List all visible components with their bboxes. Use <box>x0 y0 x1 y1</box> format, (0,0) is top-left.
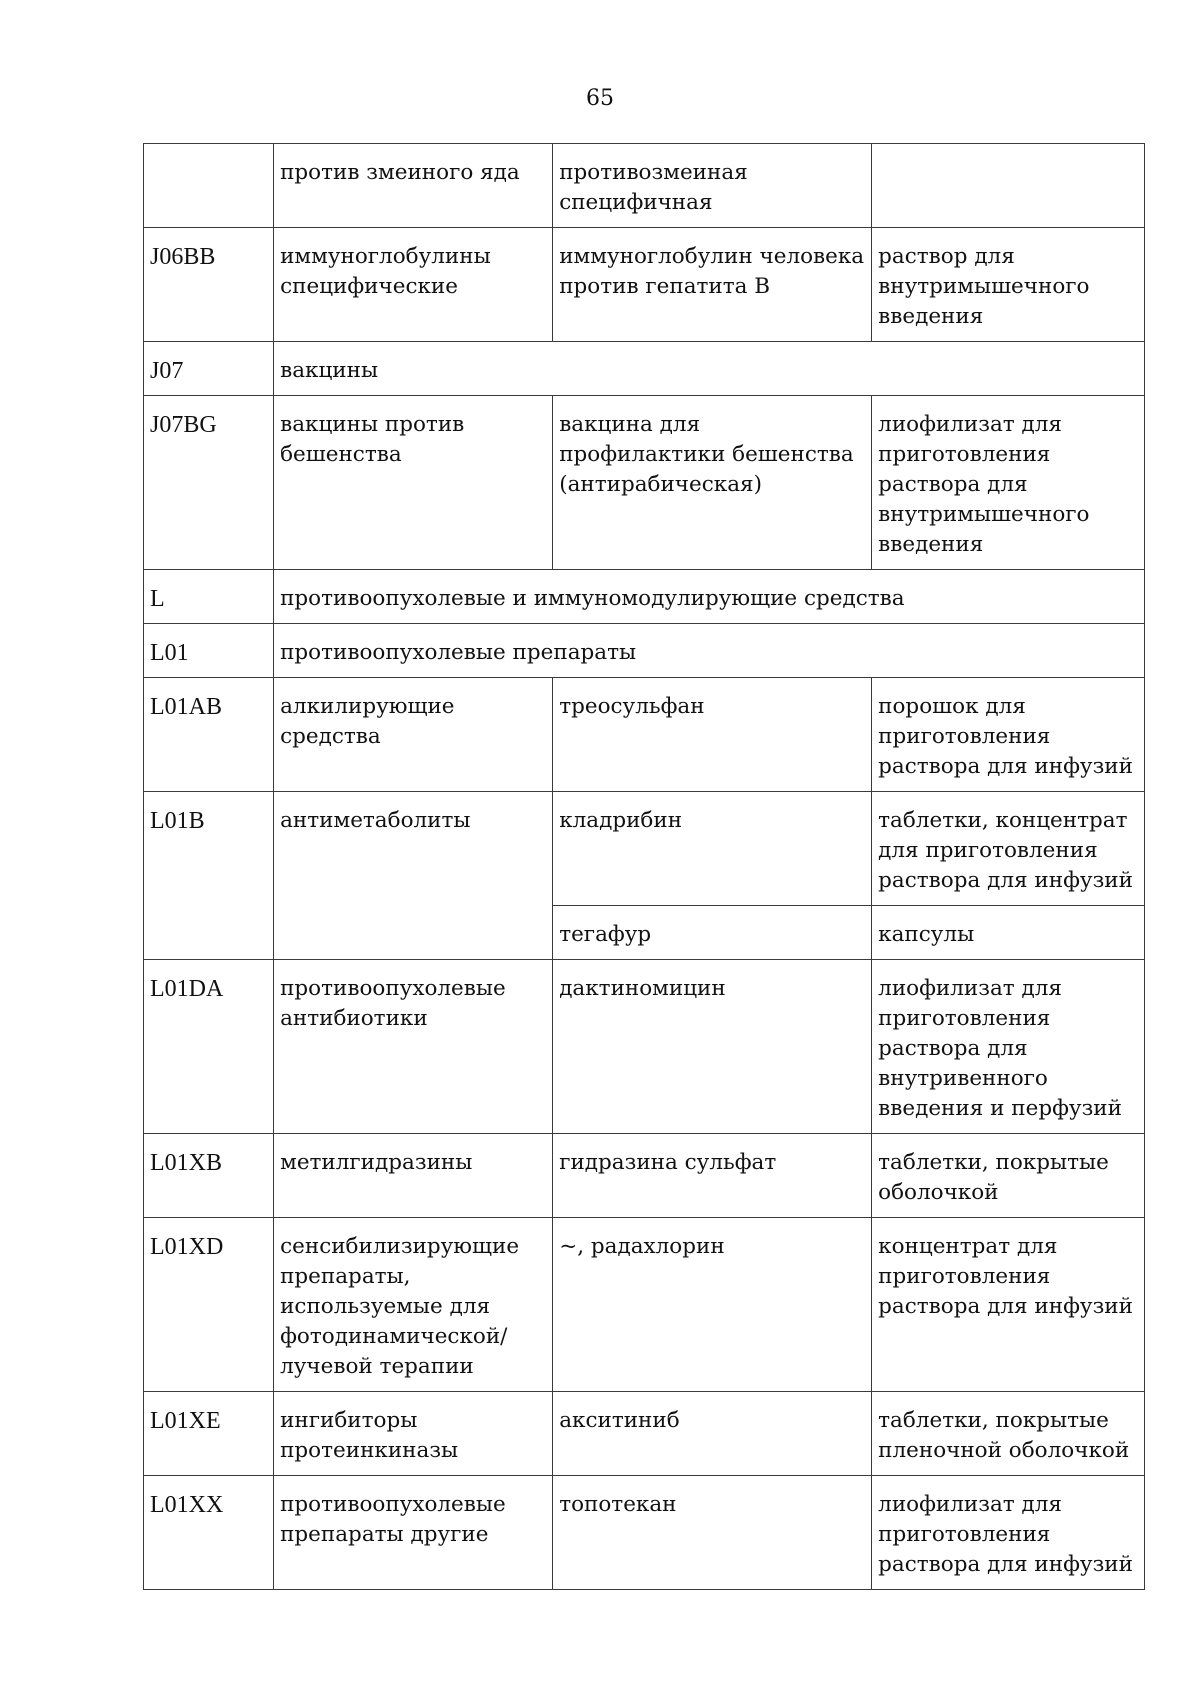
atc-code-cell: J07 <box>144 342 274 396</box>
group-cell: вакцины против бешенства <box>274 396 553 570</box>
table-row <box>144 1134 1145 1218</box>
table-row <box>144 1392 1145 1476</box>
dosage-form-cell: таблетки, покрытые пленочной оболочкой <box>872 1392 1145 1476</box>
atc-code-cell <box>144 144 274 228</box>
table-row <box>144 960 1145 1134</box>
atc-code-cell: L <box>144 570 274 624</box>
substance-cell: вакцина для профилактики бешенства (антирабическая) <box>553 396 872 570</box>
atc-code-cell: J06BB <box>144 228 274 342</box>
dosage-form-cell: капсулы <box>872 906 1145 960</box>
group-cell: противоопухолевые антибиотики <box>274 960 553 1134</box>
atc-code-cell: J07BG <box>144 396 274 570</box>
atc-code-cell: L01XB <box>144 1134 274 1218</box>
dosage-form-cell: порошок для приготовления раствора для инфузий <box>872 678 1145 792</box>
group-cell: против змеиного яда <box>274 144 553 228</box>
dosage-form-cell: лиофилизат для приготовления раствора для внутривенного введения и перфузий <box>872 960 1145 1134</box>
substance-cell: треосульфан <box>553 678 872 792</box>
table-row <box>144 1476 1145 1590</box>
table-row <box>144 678 1145 792</box>
table-row <box>144 144 1145 228</box>
atc-code-cell: L01B <box>144 792 274 960</box>
atc-code-cell: L01XX <box>144 1476 274 1590</box>
table-row <box>144 342 1145 396</box>
group-cell: ингибиторы протеинкиназы <box>274 1392 553 1476</box>
group-cell: алкилирующие средства <box>274 678 553 792</box>
table-row <box>144 228 1145 342</box>
table-row <box>144 792 1145 906</box>
atc-code-cell: L01AB <box>144 678 274 792</box>
group-cell: сенсибилизирующие препараты, используемые для фотодинамической/ лучевой терапии <box>274 1218 553 1392</box>
group-cell: метилгидразины <box>274 1134 553 1218</box>
substance-cell: дактиномицин <box>553 960 872 1134</box>
substance-cell: тегафур <box>553 906 872 960</box>
atc-code-cell: L01XD <box>144 1218 274 1392</box>
substance-cell: противозмеиная специфичная <box>553 144 872 228</box>
substance-cell: акситиниб <box>553 1392 872 1476</box>
dosage-form-cell: концентрат для приготовления раствора для инфузий <box>872 1218 1145 1392</box>
page-number: 65 <box>586 86 614 111</box>
group-cell: противоопухолевые и иммуномодулирующие средства <box>274 570 1145 624</box>
atc-code-cell: L01DA <box>144 960 274 1134</box>
substance-cell: гидразина сульфат <box>553 1134 872 1218</box>
group-cell: вакцины <box>274 342 1145 396</box>
dosage-form-cell: таблетки, концентрат для приготовления раствора для инфузий <box>872 792 1145 906</box>
table-row <box>144 570 1145 624</box>
substance-cell: кладрибин <box>553 792 872 906</box>
substance-cell: ~, радахлорин <box>553 1218 872 1392</box>
dosage-form-cell: таблетки, покрытые оболочкой <box>872 1134 1145 1218</box>
group-cell: антиметаболиты <box>274 792 553 960</box>
table-row <box>144 624 1145 678</box>
table-row <box>144 1218 1145 1392</box>
dosage-form-cell: лиофилизат для приготовления раствора для внутримышечного введения <box>872 396 1145 570</box>
dosage-form-cell: лиофилизат для приготовления раствора для инфузий <box>872 1476 1145 1590</box>
substance-cell: топотекан <box>553 1476 872 1590</box>
dosage-form-cell: раствор для внутримышечного введения <box>872 228 1145 342</box>
group-cell: противоопухолевые препараты другие <box>274 1476 553 1590</box>
dosage-form-cell <box>872 144 1145 228</box>
group-cell: противоопухолевые препараты <box>274 624 1145 678</box>
drug-classification-table <box>143 143 1145 1590</box>
atc-code-cell: L01XE <box>144 1392 274 1476</box>
group-cell: иммуноглобулины специфические <box>274 228 553 342</box>
table-row <box>144 396 1145 570</box>
substance-cell: иммуноглобулин человека против гепатита В <box>553 228 872 342</box>
atc-code-cell: L01 <box>144 624 274 678</box>
